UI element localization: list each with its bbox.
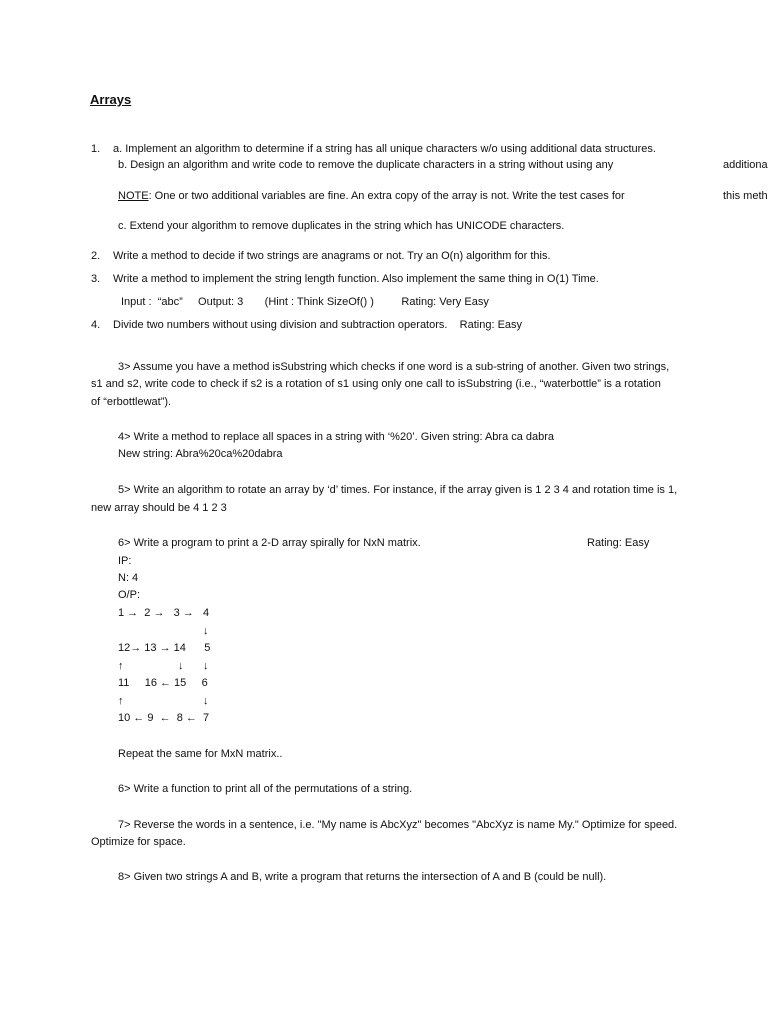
p6-op-label: O/P:	[118, 589, 141, 601]
p6-ip-label: IP:	[118, 555, 132, 567]
spiral-arrow-down-3: ↓	[203, 660, 209, 672]
p6-n-value: N: 4	[118, 572, 139, 584]
q3-text: Write a method to implement the string length function. Also implement the same thing in O(1) Time.	[113, 273, 599, 285]
p4-line-2: New string: Abra%20ca%20dabra	[118, 448, 283, 460]
p7-line-1: 7> Reverse the words in a sentence, i.e. "My name is AbcXyz" becomes "AbcXyz is name My." Optimize for speed.	[118, 819, 678, 831]
q1-note	[118, 189, 625, 203]
q3-io: Input : “abc” Output: 3 (Hint : Think SizeOf() ) Rating: Very Easy	[121, 296, 489, 308]
q1-part-b-tail: additiona	[723, 159, 768, 171]
q4-text: Divide two numbers without using division and subtraction operators. Rating: Easy	[113, 319, 523, 331]
p5-line-1: 5> Write an algorithm to rotate an array by ‘d’ times. For instance, if the array given is 1 2 3 4 and rotation time is 1,	[118, 484, 678, 496]
p6-rating: Rating: Easy	[587, 537, 650, 549]
spiral-arrow-down-1: ↓	[203, 625, 209, 637]
q3-number: 3.	[91, 273, 101, 285]
q1-note-tail: this meth	[723, 190, 768, 202]
q1-number: 1.	[91, 143, 101, 155]
p6-repeat: Repeat the same for MxN matrix..	[118, 748, 283, 760]
p6-line-1: 6> Write a program to print a 2-D array spirally for NxN matrix.	[118, 537, 421, 549]
p3-line-2: s1 and s2, write code to check if s2 is a rotation of s1 using only one call to isSubstring (i.e., “waterbottle” is a rotation	[91, 378, 661, 390]
spiral-row-3: 11 16 ← 15 6	[118, 677, 208, 689]
spiral-arrow-up-1: ↑	[118, 660, 124, 672]
q4-number: 4.	[91, 319, 101, 331]
q1-part-c: c. Extend your algorithm to remove duplicates in the string which has UNICODE characters.	[118, 220, 565, 232]
q1-part-b: b. Design an algorithm and write code to remove the duplicate characters in a string without using any	[118, 159, 614, 171]
p6b-line-1: 6> Write a function to print all of the permutations of a string.	[118, 783, 413, 795]
p8-line-1: 8> Given two strings A and B, write a program that returns the intersection of A and B (could be null).	[118, 871, 607, 883]
spiral-row-2: 12→ 13 → 14 5	[118, 642, 211, 654]
spiral-arrow-down-2: ↓	[178, 660, 184, 672]
p3-line-3: of “erbottlewat”).	[91, 396, 172, 408]
p4-line-1: 4> Write a method to replace all spaces in a string with ‘%20’. Given string: Abra ca dabra	[118, 431, 555, 443]
q2-number: 2.	[91, 250, 101, 262]
p5-line-2: new array should be 4 1 2 3	[91, 502, 227, 514]
q1-part-a: a. Implement an algorithm to determine if a string has all unique characters w/o using additional data structures.	[113, 143, 656, 155]
note-text: : One or two additional variables are fine. An extra copy of the array is not. Write the test cases for	[148, 190, 625, 202]
page-title: Arrays	[90, 92, 132, 107]
spiral-row-1: 1 → 2 → 3 → 4	[118, 607, 210, 619]
p3-line-1: 3> Assume you have a method isSubstring which checks if one word is a sub-string of another. Given two strings,	[118, 361, 670, 373]
spiral-row-4: 10 ← 9 ← 8 ← 7	[118, 712, 210, 724]
q2-text: Write a method to decide if two strings are anagrams or not. Try an O(n) algorithm for this.	[113, 250, 551, 262]
note-label: NOTE	[118, 190, 149, 202]
spiral-arrow-down-4: ↓	[203, 695, 209, 707]
spiral-arrow-up-2: ↑	[118, 695, 124, 707]
p7-line-2: Optimize for space.	[91, 836, 186, 848]
